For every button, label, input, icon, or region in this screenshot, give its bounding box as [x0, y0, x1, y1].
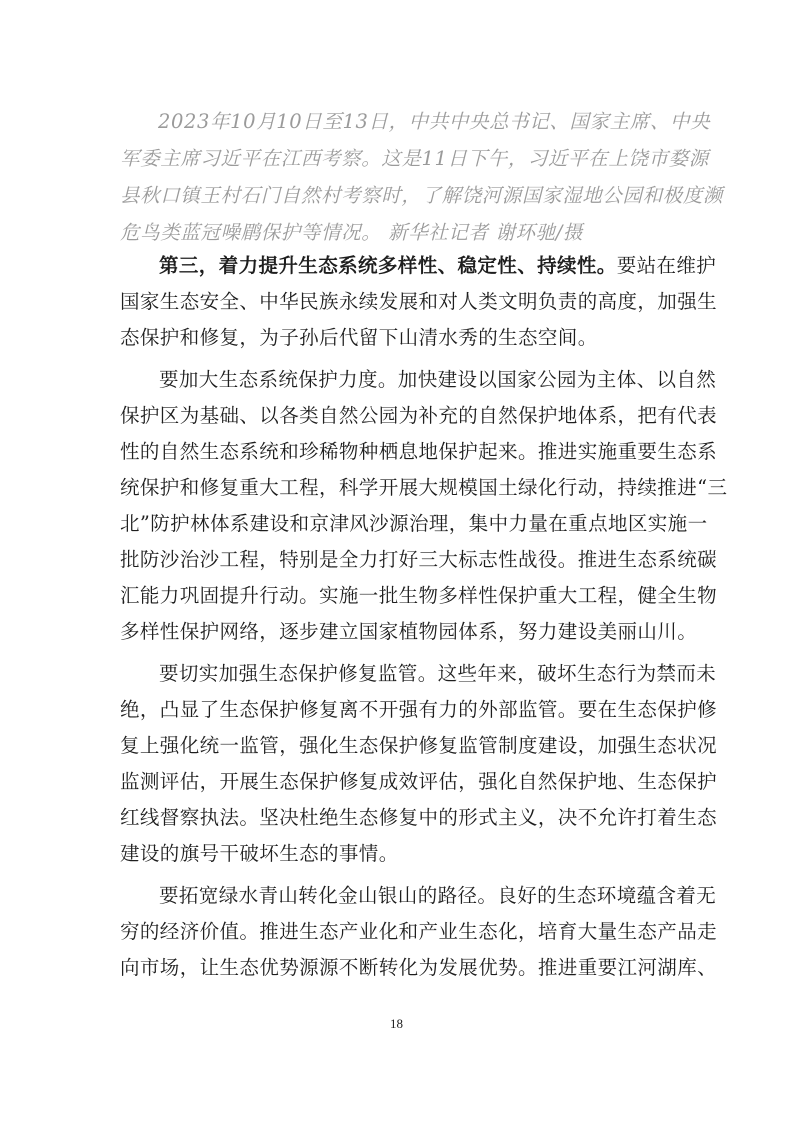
paragraph-line: 统保护和修复重大工程，科学开展大规模国土绿化行动，持续推进“三 [120, 476, 728, 499]
paragraph-line: 穷的经济价值。推进生态产业化和产业生态化，培育大量生态产品走 [120, 920, 718, 943]
paragraph-line: 批防沙治沙工程，特别是全力打好三大标志性战役。推进生态系统碳 [120, 548, 718, 571]
paragraph-line: 性的自然生态系统和珍稀物种栖息地保护起来。推进实施重要生态系 [120, 440, 718, 463]
section-heading: 第三，着力提升生态系统多样性、稳定性、持续性。 [159, 254, 617, 277]
paragraph-line: 要切实加强生态保护修复监管。这些年来，破坏生态行为禁而未 [159, 662, 717, 685]
caption-line: 县秋口镇王村石门自然村考察时，了解饶河源国家湿地公园和极度濒 [120, 184, 724, 207]
caption-line: 2023年10月10日至13日，中共中央总书记、国家主席、中央 [158, 110, 711, 133]
body-text [120, 248, 728, 986]
paragraph-line: 态保护和修复，为子孙后代留下山清水秀的生态空间。 [120, 326, 598, 349]
paragraph-1 [120, 248, 718, 356]
caption-line: 危鸟类蓝冠噪鹛保护等情况。 新华社记者 谢环驰/摄 [120, 221, 583, 244]
paragraph-line: 北”防护林体系建设和京津风沙源治理，集中力量在重点地区实施一 [120, 512, 708, 535]
paragraph-line: 国家生态安全、中华民族永续发展和对人类文明负责的高度，加强生 [120, 290, 718, 313]
paragraph-line: 要拓宽绿水青山转化金山银山的路径。良好的生态环境蕴含着无 [159, 884, 717, 907]
caption-line: 军委主席习近平在江西考察。这是11日下午，习近平在上饶市婺源 [120, 147, 709, 170]
paragraph-3 [120, 656, 718, 872]
paragraph-line: 红线督察执法。坚决杜绝生态修复中的形式主义，决不允许打着生态 [120, 806, 718, 829]
paragraph-2 [120, 362, 728, 650]
paragraph-line: 向市场，让生态优势源源不断转化为发展优势。推进重要江河湖库、 [120, 956, 718, 979]
page-number: 18 [390, 1016, 403, 1031]
paragraph-line: 建设的旗号干破坏生态的事情。 [120, 842, 399, 865]
paragraph-text: 要站在维护 [616, 254, 717, 277]
paragraph-line: 绝，凸显了生态保护修复离不开强有力的外部监管。要在生态保护修 [120, 698, 718, 721]
paragraph-line: 保护区为基础、以各类自然公园为补充的自然保护地体系，把有代表 [120, 404, 718, 427]
paragraph-line: 多样性保护网络，逐步建立国家植物园体系，努力建设美丽山川。 [120, 620, 698, 643]
photo-caption [120, 103, 724, 251]
paragraph-line: 复上强化统一监管，强化生态保护修复监管制度建设，加强生态状况 [120, 734, 718, 757]
paragraph-line: 汇能力巩固提升行动。实施一批生物多样性保护重大工程，健全生物 [120, 584, 718, 607]
paragraph-line: 要加大生态系统保护力度。加快建设以国家公园为主体、以自然 [159, 368, 717, 391]
paragraph-line: 监测评估，开展生态保护修复成效评估，强化自然保护地、生态保护 [120, 770, 718, 793]
paragraph-4 [120, 878, 718, 986]
paragraph-line [120, 248, 717, 284]
